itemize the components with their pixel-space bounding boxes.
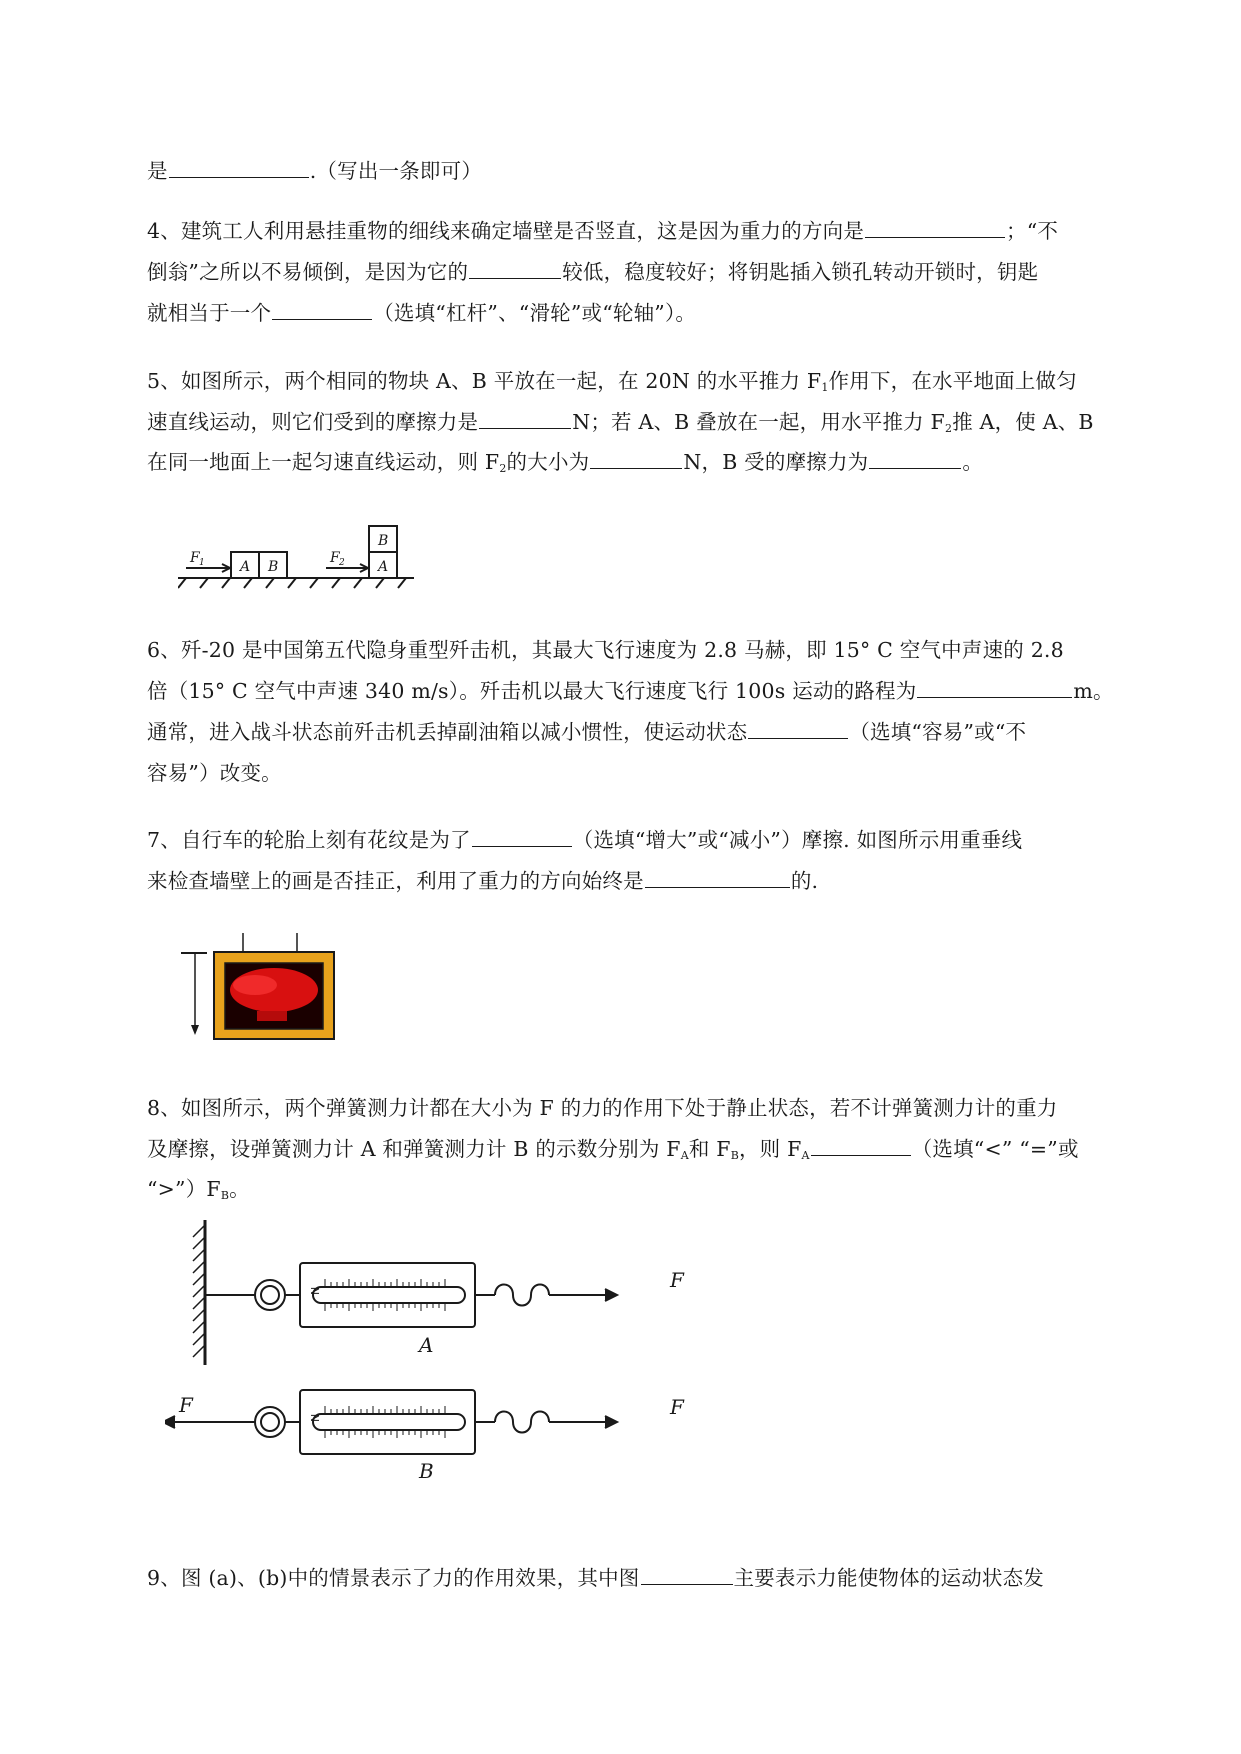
subscript: A [680, 1149, 689, 1162]
spring-scale-b [165, 1390, 617, 1454]
q8-blank-1[interactable] [811, 1135, 911, 1156]
q6-line-4 [147, 759, 282, 787]
q8-spring-scale-figure [165, 1215, 705, 1505]
q8-text: 8、如图所示，两个弹簧测力计都在大小为 F 的力的作用下处于静止状态，若不计弹簧测力计的重力 [147, 1096, 1058, 1120]
q4-blank-1[interactable] [865, 217, 1005, 238]
q5-blank-2[interactable] [590, 448, 682, 469]
q6-blank-2[interactable] [748, 718, 848, 739]
q9-text: 9、图 (a)、(b)中的情景表示了力的作用效果，其中图 [147, 1566, 640, 1590]
q5-text: N，B 受的摩擦力为 [683, 450, 869, 474]
ring-inner [261, 1413, 279, 1431]
q4-line-3 [147, 299, 696, 327]
q6-line-3 [147, 718, 1026, 746]
spring-hook [495, 1285, 549, 1306]
q4-text: ；“不 [1006, 219, 1059, 243]
q6-text: 6、歼-20 是中国第五代隐身重型歼击机，其最大飞行速度为 2.8 马赫，即 15° C 空气中声速的 2.8 [147, 638, 1064, 662]
q7-text: 7、自行车的轮胎上刻有花纹是为了 [147, 828, 471, 852]
painting-detail [257, 1011, 287, 1021]
q4-text: 就相当于一个 [147, 301, 272, 325]
q6-text: m。 [1073, 679, 1114, 703]
q5-text: 。 [962, 450, 984, 474]
q8-text: 和 F [688, 1137, 731, 1161]
arrowhead [165, 1416, 175, 1428]
label-f-a-right: F [670, 1268, 684, 1292]
q7-line-2 [147, 867, 818, 895]
ring-outer [255, 1407, 285, 1437]
q6-line-2 [147, 677, 1114, 705]
q5-text: 推 A，使 A、B [952, 410, 1094, 434]
q7-text: 来检查墙壁上的画是否挂正，利用了重力的方向始终是 [147, 869, 644, 893]
label-scale-b: B [419, 1459, 434, 1483]
q9-line-1 [147, 1564, 1044, 1592]
subscript: A [801, 1149, 810, 1162]
label-f2-sub: 2 [339, 558, 345, 568]
q4-text: 倒翁”之所以不易倾倒，是因为它的 [147, 260, 469, 284]
q6-text: 容易”）改变。 [147, 761, 282, 785]
q5-text: 作用下，在水平地面上做匀 [828, 369, 1077, 393]
q4-blank-2[interactable] [469, 258, 561, 279]
ring-outer [255, 1280, 285, 1310]
q5-blocks-figure [178, 510, 418, 590]
label-f-b-right: F [670, 1395, 684, 1419]
scale-body [300, 1390, 475, 1454]
label-b: B [268, 559, 279, 575]
ground-hatching [178, 578, 406, 588]
q3-text-after: .（写出一条即可） [309, 159, 483, 183]
q6-blank-1[interactable] [917, 677, 1072, 698]
wall-hatching [193, 1225, 205, 1357]
q9-blank-1[interactable] [641, 1564, 733, 1585]
scale-slot [313, 1414, 465, 1430]
q8-text: ，则 F [738, 1137, 802, 1161]
q6-text: 通常，进入战斗状态前歼击机丢掉副油箱以减小惯性，使运动状态 [147, 720, 748, 744]
q8-line-1 [147, 1094, 1058, 1122]
arrowhead [605, 1416, 617, 1428]
label-a-stacked: A [378, 559, 389, 575]
q4-text: 4、建筑工人利用悬挂重物的细线来确定墙壁是否竖直，这是因为重力的方向是 [147, 219, 865, 243]
spring-hook [495, 1412, 549, 1433]
q4-line-1 [147, 217, 1058, 245]
q5-line-3 [147, 448, 983, 476]
q3-answer-blank[interactable] [169, 157, 309, 178]
subscript: 2 [944, 422, 953, 435]
q6-line-1 [147, 636, 1064, 664]
label-scale-a: A [419, 1333, 434, 1357]
subscript: B [730, 1149, 739, 1162]
q7-line-1 [147, 826, 1022, 854]
q5-blank-3[interactable] [869, 448, 961, 469]
q5-text: 速直线运动，则它们受到的摩擦力是 [147, 410, 479, 434]
arrowhead [605, 1289, 617, 1301]
q4-text: （选填“杠杆”、“滑轮”或“轮轴”）。 [373, 301, 697, 325]
q5-line-2 [147, 408, 1094, 436]
scale-body [300, 1263, 475, 1327]
subscript: 2 [499, 462, 507, 475]
q6-text: 倍（15° C 空气中声速 340 m/s）。歼击机以最大飞行速度飞行 100s 运动的路程为 [147, 679, 917, 703]
q3-text: 是 [147, 159, 168, 183]
q5-text: 在同一地面上一起匀速直线运动，则 F [147, 450, 500, 474]
spring-scale-a [205, 1263, 617, 1327]
q7-text: 的. [790, 869, 819, 893]
q5-text: 5、如图所示，两个相同的物块 A、B 平放在一起，在 20N 的水平推力 F [147, 369, 822, 393]
q4-blank-3[interactable] [272, 299, 372, 320]
q7-blank-1[interactable] [472, 826, 572, 847]
q8-line-2 [147, 1135, 1079, 1163]
q3-tail-line [147, 157, 482, 185]
label-f-b-left: F [179, 1393, 193, 1417]
scale-slot [313, 1287, 465, 1303]
subscript: B [220, 1189, 230, 1202]
q8-text: 及摩擦，设弹簧测力计 A 和弹簧测力计 B 的示数分别为 F [147, 1137, 681, 1161]
q9-text: 主要表示力能使物体的运动状态发 [733, 1566, 1044, 1590]
label-n-b: N [309, 1413, 322, 1422]
painting-highlight [233, 975, 277, 995]
q5-text: N；若 A、B 叠放在一起，用水平推力 F [572, 410, 945, 434]
q7-painting-figure [175, 925, 345, 1045]
label-a: A [240, 559, 251, 575]
q8-line-3 [147, 1175, 250, 1203]
subscript: 1 [821, 381, 829, 394]
q4-line-2 [147, 258, 1038, 286]
q7-blank-2[interactable] [645, 867, 790, 888]
q6-text: （选填“容易”或“不 [849, 720, 1027, 744]
q8-text: 。 [229, 1177, 250, 1201]
q7-text: （选填“增大”或“减小”）摩擦. 如图所示用重垂线 [572, 828, 1023, 852]
label-f2: F [330, 550, 340, 566]
label-n-a: N [309, 1286, 322, 1295]
q4-text: 较低，稳度较好；将钥匙插入锁孔转动开锁时，钥匙 [562, 260, 1039, 284]
q5-blank-1[interactable] [479, 408, 571, 429]
q8-text: （选填“<” “=”或 [911, 1137, 1079, 1161]
label-b-stacked: B [378, 533, 389, 549]
ring-inner [261, 1286, 279, 1304]
q5-line-1 [147, 367, 1077, 395]
q8-text: “>”）F [147, 1177, 221, 1201]
label-f1-sub: 1 [199, 558, 205, 568]
label-f1: F [190, 550, 200, 566]
plumb-bob [191, 1025, 199, 1035]
q5-text: 的大小为 [506, 450, 590, 474]
